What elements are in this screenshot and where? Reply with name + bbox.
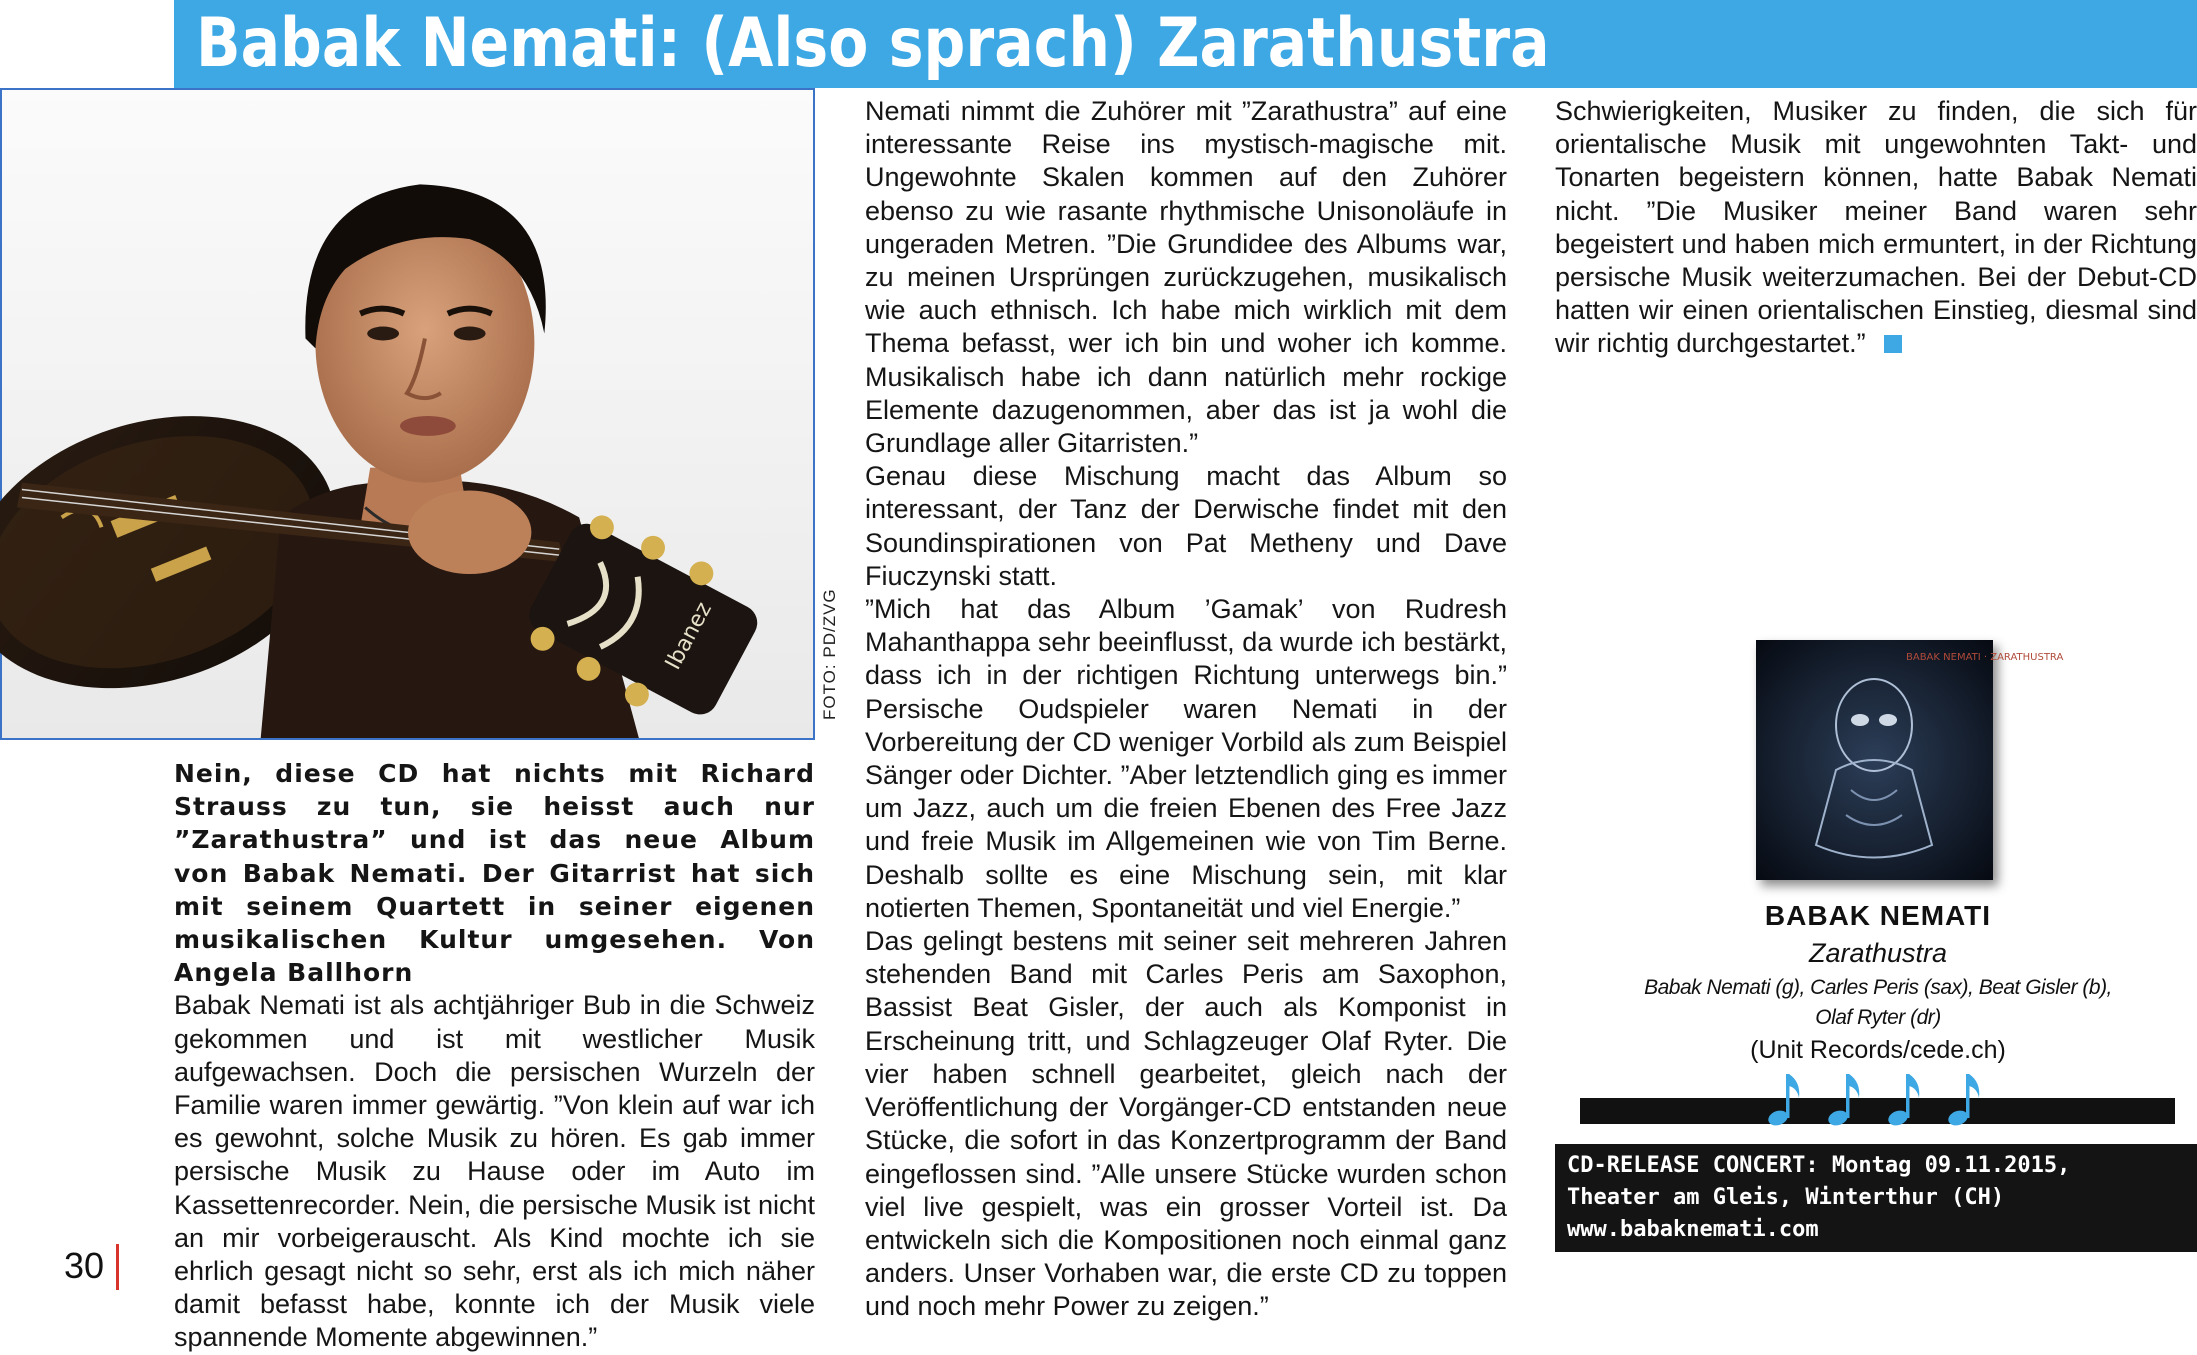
album-label: (Unit Records/cede.ch): [1750, 1036, 2006, 1064]
column-1: [174, 757, 815, 1355]
body-paragraph-6: [1555, 95, 2197, 361]
album-musicians-line-1: Babak Nemati (g), Carles Peris (sax), Beat Gisler (b),: [1644, 976, 2112, 999]
column-2: [865, 95, 1507, 1324]
concert-info-box: [1555, 1144, 2197, 1252]
artist-photo: [0, 88, 815, 740]
concert-line-2: Theater am Gleis, Winterthur (CH): [1567, 1185, 2005, 1210]
album-title: Zarathustra: [1808, 938, 1948, 968]
album-artist: BABAK NEMATI: [1764, 900, 1992, 931]
album-cover: [1756, 640, 2064, 880]
body-text-6: Schwierigkeiten, Musiker zu finden, die sich für orientalische Musik mit ungewohnten Takt- und Tonarten begeistern können, hatte Babak Nemati nicht. ”Die Musiker meiner Band waren sehr begeistert und haben mich ermuntert, in der Richtung persische Musik weiterzumachen. Bei der Debut-CD hatten wir einen orientalischen Einstieg, diesmal sind wir richtig durchgestartet.”: [1555, 96, 2197, 359]
music-note-icon: [1765, 1068, 1805, 1128]
album-cover-art: [1756, 640, 2064, 880]
body-paragraph-2: Nemati nimmt die Zuhörer mit ”Zarathustra” auf eine interessante Reise ins mystisch-magische mit. Ungewohnte Skalen kommen auf den Zuhörer ebenso zu wie rasante rhythmische Unisonoläufe in ungeraden Metren. ”Die Grundidee des Albums war, zu meinen Ursprüngen zurückzugehen, musikalisch wie auch ethnisch. Ich habe mich wirklich mit dem Thema befasst, wer ich bin und woher ich komme. Musikalisch habe ich dann natürlich mehr rockige Elemente dazugenommen, aber das ist ja wohl die Grundlage aller Gitarristen.”: [865, 96, 1507, 459]
photo-credit: FOTO: PD/ZVG: [820, 588, 839, 720]
body-text-1: Babak Nemati ist als achtjähriger Bub in die Schweiz gekommen und ist mit westlicher Musik aufgewachsen. Doch die persischen Wurzeln der Familie waren immer gewärtig. ”Von klein auf war ich es gewohnt, solche Musik zu hören. Es gab immer persische Musik zu Hause oder im Auto im Kassettenrecorder. Nein, die persische Musik ist nicht an mir vorbeigerauscht. Als Kind mochte ich sie ehrlich gesagt nicht so sehr, erst als ich mich näher damit befasst habe, konnte ich der Musik viele spannende Momente abgewinnen.”: [174, 990, 815, 1353]
headstock-logo: Ibanez: [660, 598, 717, 674]
body-paragraph-4: ”Mich hat das Album ’Gamak’ von Rudresh Mahanthappa sehr beeinflusst, da wurde ich bestärkt, dass ich in der richtigen Richtung unterwegs bin.” Persische Oudspieler waren Nemati in der Vorbereitung der CD weniger Vorbild als zum Beispiel Sänger oder Dichter. ”Aber letztendlich ging es immer um Jazz, auch um die freien Ebenen des Free Jazz und freie Musik im Allgemeinen wie von Tim Berne. Deshalb sollte es eine Mischung sein, mit klar notierten Themen, Spontaneität und viel Energie.”: [865, 594, 1507, 923]
concert-website: www.babaknemati.com: [1567, 1217, 1819, 1242]
title-bar: [174, 0, 2197, 88]
music-note-icon: [1885, 1068, 1925, 1128]
body-paragraph-3: Genau diese Mischung macht das Album so interessant, der Tanz der Derwische findet mit den Soundinspirationen von Pat Metheny und Dave Fiuczynski statt.: [865, 461, 1507, 591]
music-note-icon: [1945, 1068, 1985, 1128]
album-musicians-line-2: Olaf Ryter (dr): [1815, 1006, 1941, 1029]
album-cover-text: BABAK NEMATI · ZARATHUSTRA: [1906, 652, 2064, 663]
lead-paragraph: Nein, diese CD hat nichts mit Richard Strauss zu tun, sie heisst auch nur ”Zarathustra” und ist das neue Album von Babak Nemati. Der Gitarrist hat sich mit seinem Quartett in seiner eigenen musikalischen Kultur umgesehen. Von Angela Ballhorn: [174, 759, 815, 988]
concert-line-1: CD-RELEASE CONCERT: Montag 09.11.2015,: [1567, 1153, 2071, 1178]
music-note-icon: [1825, 1068, 1865, 1128]
page-title: Babak Nemati: (Also sprach) Zarathustra: [196, 4, 1550, 83]
page-number: 30: [64, 1245, 105, 1286]
page-number-bar: [116, 1244, 119, 1290]
photo-illustration: [2, 90, 813, 738]
end-of-article-mark: [1884, 335, 1902, 353]
body-paragraph-1: [174, 989, 815, 1354]
body-paragraph-5: Das gelingt bestens mit seiner seit mehreren Jahren stehenden Band mit Carles Peris am Saxophon, Bassist Beat Gisler, der auch als Komponist in Erscheinung tritt, und Schlagzeuger Olaf Ryter. Die vier haben schnell gearbeitet, gleich nach der Veröffentlichung der Vorgänger-CD entstanden neue Stücke, die sofort in das Konzertprogramm der Band eingeflossen sind. ”Alle unsere Stücke wurden schon viel live gespielt, was ein grosser Vorteil ist. Da entwickeln sich die Kompositionen noch einmal ganz anders. Unser Vorhaben war, die erste CD zu toppen und noch mehr Power zu zeigen.”: [865, 926, 1507, 1322]
rating-bar: [1580, 1098, 2175, 1124]
column-3: [1555, 95, 2197, 361]
